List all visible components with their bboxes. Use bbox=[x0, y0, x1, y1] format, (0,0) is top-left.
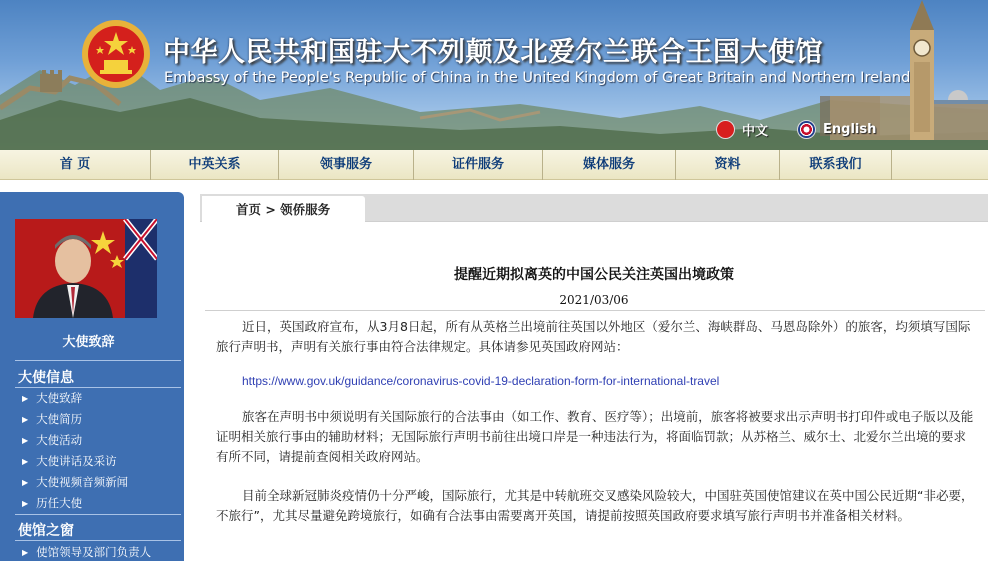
china-flag-icon bbox=[716, 120, 735, 139]
nav-spacer bbox=[892, 150, 988, 180]
language-english-link[interactable] bbox=[797, 120, 876, 138]
title-divider bbox=[205, 310, 985, 311]
bullet-icon: ▶ bbox=[22, 548, 29, 557]
sidebar-item-label: 大使视频音频新闻 bbox=[36, 475, 129, 489]
site-banner bbox=[0, 0, 988, 150]
nav-item-consular-services[interactable]: 领事服务 bbox=[279, 150, 414, 180]
bullet-icon: ▶ bbox=[22, 415, 29, 424]
bullet-icon: ▶ bbox=[22, 478, 29, 487]
gov-uk-declaration-link[interactable]: https://www.gov.uk/guidance/coronavirus-covid-19-declaration-form-for-international-travel bbox=[242, 374, 720, 388]
article-paragraph-3: 目前全球新冠肺炎疫情仍十分严峻，国际旅行，尤其是中转航班交叉感染风险较大，中国驻英国使馆建议在英中国公民近期“非必要，不旅行”，尤其尽量避免跨境旅行，如确有合法事由需要离开英国，请提前按照英国政府要求填写旅行声明书并准备相关材料。 bbox=[216, 488, 974, 523]
sidebar-item-ambassador-profile[interactable] bbox=[22, 409, 182, 429]
sidebar-item-label: 大使讲话及采访 bbox=[36, 454, 117, 468]
nav-item-document-services[interactable]: 证件服务 bbox=[414, 150, 543, 180]
language-chinese-link[interactable] bbox=[716, 120, 768, 138]
ambassador-photo[interactable] bbox=[15, 219, 157, 318]
language-chinese-label: 中文 bbox=[742, 123, 769, 139]
sidebar-section-ambassador-info[interactable]: 大使信息 bbox=[18, 370, 74, 386]
breadcrumb-tab bbox=[202, 196, 365, 222]
article-paragraph-1: 近日，英国政府宣布，从3月8日起，所有从英格兰出境前往英国以外地区（爱尔兰、海峡群岛、马恩岛除外）的旅客，均须填写国际旅行声明书，声明有关旅行事由符合法律规定。具体请参见英国政府网站： bbox=[216, 319, 971, 354]
nav-item-china-uk-relations[interactable]: 中英关系 bbox=[151, 150, 279, 180]
bullet-icon: ▶ bbox=[22, 499, 29, 508]
sidebar-divider bbox=[15, 360, 181, 361]
sidebar-divider bbox=[15, 514, 181, 515]
bullet-icon: ▶ bbox=[22, 457, 29, 466]
nav-item-contact-us[interactable]: 联系我们 bbox=[780, 150, 892, 180]
sidebar-item-former-ambassadors[interactable] bbox=[22, 493, 182, 513]
sidebar-item-label: 大使活动 bbox=[36, 433, 83, 447]
nav-item-media-services[interactable]: 媒体服务 bbox=[543, 150, 676, 180]
sidebar-item-ambassador-speech[interactable] bbox=[22, 388, 182, 408]
nav-item-home[interactable]: 首 页 bbox=[0, 150, 151, 180]
bullet-icon: ▶ bbox=[22, 436, 29, 445]
national-emblem-icon bbox=[80, 18, 152, 90]
breadcrumb[interactable]: 首页 > 领侨服务 bbox=[236, 202, 331, 217]
ambassador-speech-caption[interactable]: 大使致辞 bbox=[62, 335, 115, 350]
site-title-english: Embassy of the People's Republic of China in the United Kingdom of Great Britain and Northern Ireland bbox=[164, 70, 911, 86]
uk-flag-icon bbox=[797, 120, 816, 139]
sidebar-item-label: 大使致辞 bbox=[36, 391, 83, 405]
sidebar-item-ambassador-activities[interactable] bbox=[22, 430, 182, 450]
sidebar-item-label: 使馆领导及部门负责人 bbox=[36, 545, 152, 559]
sidebar-divider bbox=[15, 540, 181, 541]
sidebar-section-embassy-window[interactable]: 使馆之窗 bbox=[18, 523, 74, 539]
main-navigation bbox=[0, 150, 988, 180]
article-paragraph-2: 旅客在声明书中须说明有关国际旅行的合法事由（如工作、教育、医疗等）；出境前，旅客将被要求出示声明书打印件或电子版以及能证明相关旅行事由的辅助材料；无国际旅行声明书前往出境口岸是一种违法行为，将面临罚款；从苏格兰、威尔士、北爱尔兰出境的要求有所不同，请提前查阅相关政府网站。 bbox=[216, 409, 974, 464]
left-sidebar bbox=[0, 192, 184, 561]
sidebar-item-embassy-leaders[interactable] bbox=[22, 542, 182, 561]
sidebar-item-label: 历任大使 bbox=[36, 496, 83, 510]
sidebar-item-video-audio-news[interactable] bbox=[22, 472, 182, 492]
nav-item-resources[interactable]: 资料 bbox=[676, 150, 780, 180]
bullet-icon: ▶ bbox=[22, 394, 29, 403]
sidebar-item-label: 大使简历 bbox=[36, 412, 83, 426]
site-title-chinese: 中华人民共和国驻大不列颠及北爱尔兰联合王国大使馆 bbox=[163, 37, 823, 68]
article-date: 2021/03/06 bbox=[559, 293, 629, 307]
sidebar-item-speeches-interviews[interactable] bbox=[22, 451, 182, 471]
language-english-label: English bbox=[823, 121, 877, 137]
article-title: 提醒近期拟离英的中国公民关注英国出境政策 bbox=[454, 267, 734, 283]
